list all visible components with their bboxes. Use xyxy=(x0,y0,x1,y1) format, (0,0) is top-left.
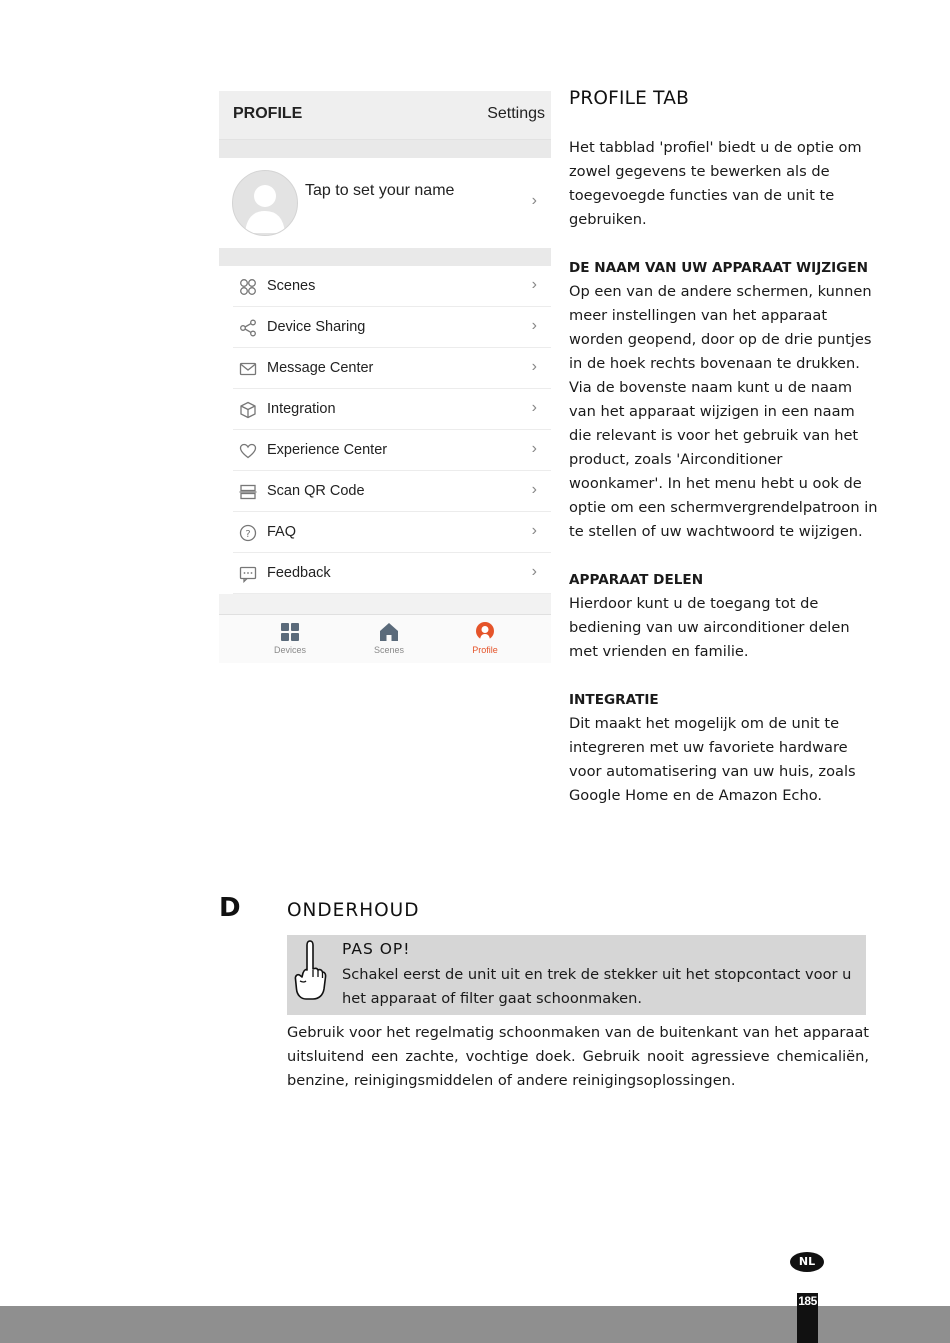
maintenance-paragraph: Gebruik voor het regelmatig schoonmaken van de buitenkant van het apparaat uitsluitend een zachte, vochtige doek. Gebruik nooit agressieve chemicaliën, benzine, reinigingsmiddelen of andere reinigingsoplossingen. xyxy=(287,1024,869,1089)
share-icon xyxy=(239,319,257,337)
menu-item-faq[interactable] xyxy=(219,512,551,553)
profile-menu xyxy=(219,266,551,594)
menu-item-label: Experience Center xyxy=(267,442,388,458)
subheading-integration: INTEGRATIE xyxy=(569,692,659,708)
chevron-right-icon: › xyxy=(531,317,537,334)
menu-item-label: Device Sharing xyxy=(267,319,366,335)
page-number: 185 xyxy=(798,1294,817,1308)
section-heading: PROFILE TAB xyxy=(569,88,689,109)
intro-paragraph: Het tabblad 'profiel' biedt u de optie om zowel gegevens te bewerken als de toegevoegde functies van de unit te gebruiken. xyxy=(569,139,862,228)
subheading-rename: DE NAAM VAN UW APPARAAT WIJZIGEN xyxy=(569,260,868,276)
warning-title: PAS OP! xyxy=(342,940,411,958)
cube-icon xyxy=(239,401,257,419)
divider xyxy=(219,140,551,158)
chevron-right-icon: › xyxy=(531,192,537,209)
paragraph-rename: Op een van de andere schermen, kunnen meer instellingen van het apparaat worden geopend, door op de drie puntjes in de hoek rechts bovenaan te drukken. Via de bovenste naam kunt u de naam van het apparaat wijzigen in een naam die relevant is voor het gebruik van het product, zoals 'Airconditioner woonkamer'. In het menu hebt u ook de optie om een schermvergrendelpatroon in te stellen of uw wachtwoord te wijzigen. xyxy=(569,283,878,540)
pointing-hand-icon xyxy=(293,939,327,1003)
menu-item-label: Feedback xyxy=(267,565,331,581)
settings-button[interactable]: Settings xyxy=(487,105,545,122)
scenes-icon xyxy=(239,278,257,296)
paragraph-sharing: Hierdoor kunt u de toegang tot de bediening van uw airconditioner delen met vrienden en familie. xyxy=(569,595,850,660)
profile-tab-description xyxy=(569,86,879,808)
tab-label: Profile xyxy=(472,645,498,655)
paragraph-integration: Dit maakt het mogelijk om de unit te integreren met uw favoriete hardware voor automatisering van uw huis, zoals Google Home en de Amazon Echo. xyxy=(569,715,856,804)
warning-text: Schakel eerst de unit uit en trek de stekker uit het stopcontact voor u het apparaat of filter gaat schoonmaken. xyxy=(342,966,852,1007)
divider xyxy=(219,248,551,266)
tab-label: Devices xyxy=(273,645,306,655)
avatar-person-icon xyxy=(233,171,297,235)
bottom-tab-bar xyxy=(219,614,551,663)
profile-name: Tap to set your name xyxy=(305,182,455,199)
profile-icon xyxy=(474,621,496,643)
menu-item-label: Scan QR Code xyxy=(267,483,365,499)
mail-icon xyxy=(239,360,257,378)
heart-icon xyxy=(239,442,257,460)
chevron-right-icon: › xyxy=(531,276,537,293)
menu-item-label: Integration xyxy=(267,401,336,417)
app-header xyxy=(219,91,551,140)
tab-profile[interactable] xyxy=(445,621,525,655)
tab-label: Scenes xyxy=(373,645,405,655)
chevron-right-icon: › xyxy=(531,563,537,580)
menu-item-scan-qr-code[interactable] xyxy=(219,471,551,512)
profile-name-row[interactable] xyxy=(219,158,551,248)
feedback-icon xyxy=(239,565,257,583)
subheading-sharing: APPARAAT DELEN xyxy=(569,572,704,588)
app-screenshot xyxy=(219,91,551,663)
menu-item-device-sharing[interactable] xyxy=(219,307,551,348)
language-badge: NL xyxy=(790,1252,824,1272)
grid-icon xyxy=(279,621,301,643)
tab-devices[interactable] xyxy=(250,621,330,655)
menu-item-message-center[interactable] xyxy=(219,348,551,389)
menu-item-integration[interactable] xyxy=(219,389,551,430)
section-title: ONDERHOUD xyxy=(287,900,420,921)
menu-item-experience-center[interactable] xyxy=(219,430,551,471)
tab-scenes[interactable] xyxy=(349,621,429,655)
home-icon xyxy=(378,621,400,643)
scan-icon xyxy=(239,483,257,501)
chevron-right-icon: › xyxy=(531,522,537,539)
menu-item-label: FAQ xyxy=(267,524,297,540)
app-title: PROFILE xyxy=(233,105,303,122)
chevron-right-icon: › xyxy=(531,399,537,416)
chevron-right-icon: › xyxy=(531,481,537,498)
menu-item-label: Message Center xyxy=(267,360,374,376)
chevron-right-icon: › xyxy=(531,440,537,457)
question-icon xyxy=(239,524,257,542)
menu-item-feedback[interactable] xyxy=(219,553,551,594)
chevron-right-icon: › xyxy=(531,358,537,375)
menu-item-label: Scenes xyxy=(267,278,316,294)
menu-item-scenes[interactable] xyxy=(219,266,551,307)
avatar xyxy=(232,170,298,236)
section-letter: D xyxy=(219,893,241,923)
svg-text:?: ? xyxy=(245,529,251,540)
warning-box xyxy=(287,935,866,1015)
